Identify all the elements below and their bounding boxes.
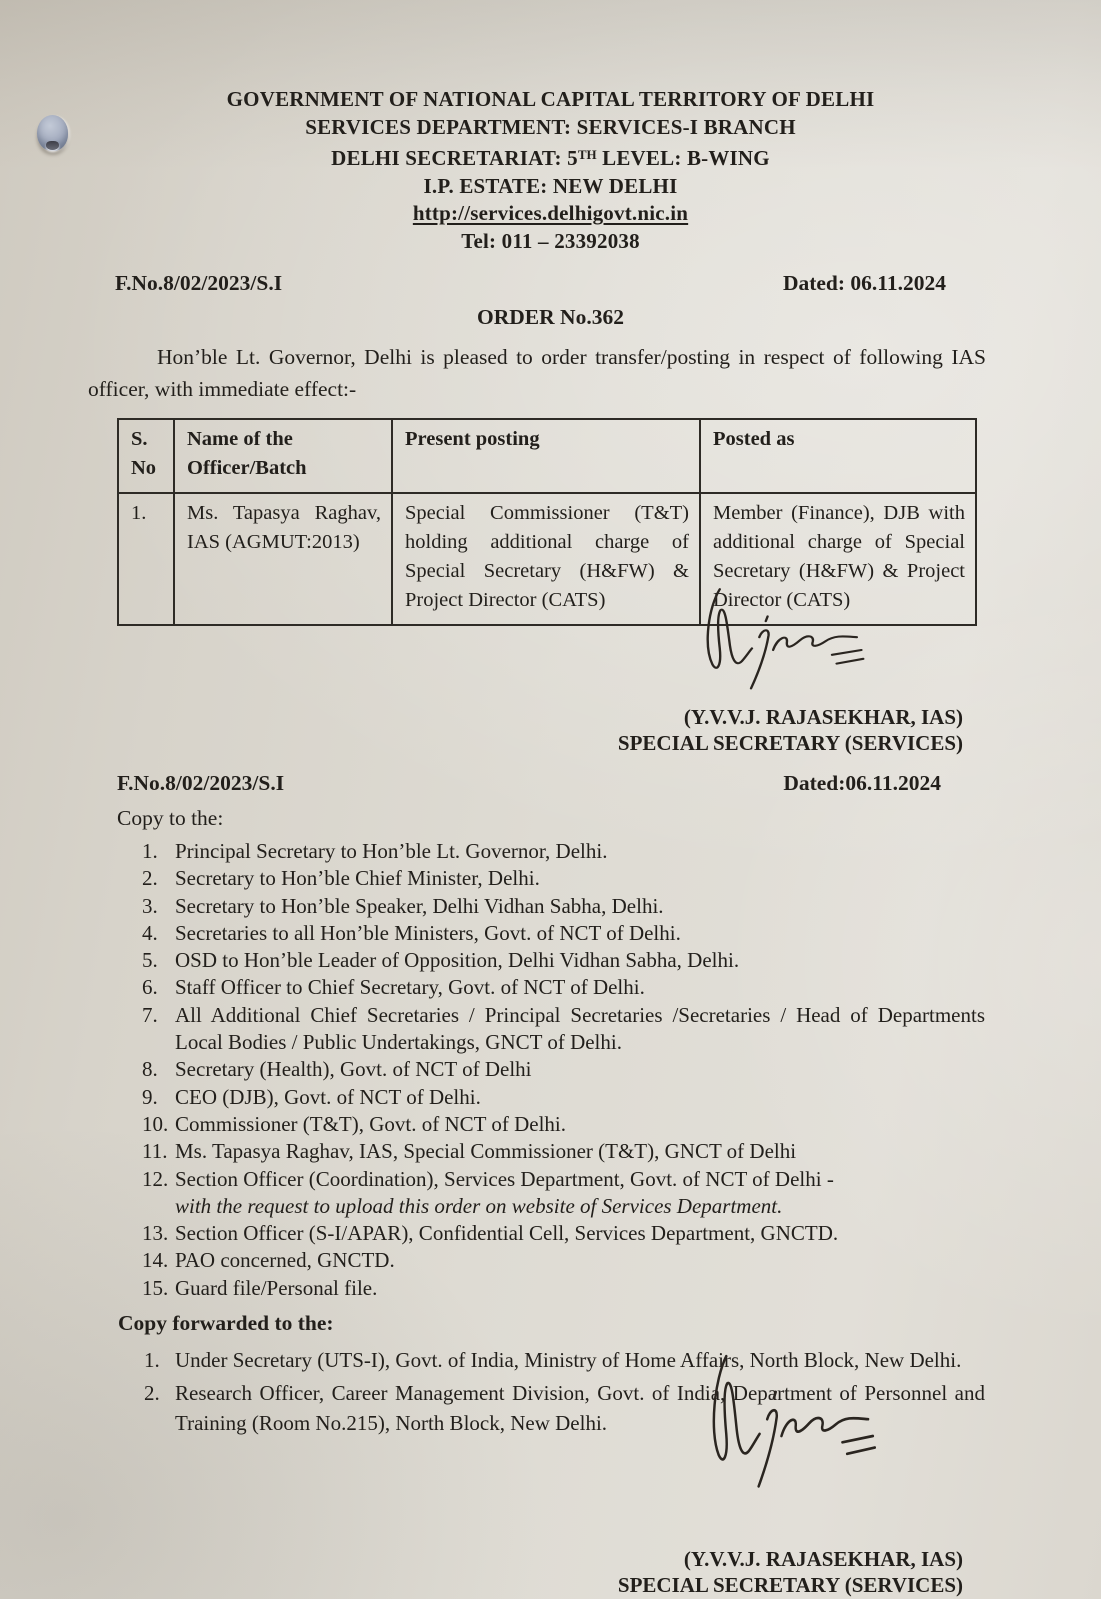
list-item-text: Staff Officer to Chief Secretary, Govt. of NCT of Delhi. (175, 975, 645, 1000)
list-item (0, 1166, 1101, 1221)
list-item (0, 1111, 1101, 1138)
list-item-number: 12. (142, 1166, 169, 1191)
order-number-title: ORDER No.362 (477, 305, 624, 329)
list-item-number: 7. (142, 1002, 158, 1027)
list-item (0, 1378, 1101, 1438)
signatory-title: SPECIAL SECRETARY (SERVICES) (617, 731, 963, 755)
reference-row-bottom (117, 770, 941, 796)
list-item-text: Secretary (Health), Govt. of NCT of Delhi (175, 1057, 532, 1082)
cell-present-posting: Special Commissioner (T&T) holding additional charge of Special Secretary (H&FW) & Project Director (CATS) (392, 493, 700, 625)
list-item-text: PAO concerned, GNCTD. (175, 1248, 395, 1273)
list-item (0, 1138, 1101, 1165)
list-item-number: 2. (144, 1381, 160, 1406)
list-item-number: 2. (142, 866, 158, 891)
header-officer-name: Name of the Officer/Batch (174, 419, 392, 493)
list-item-number: 6. (142, 975, 158, 1000)
signature-block-1 (0, 704, 1101, 756)
list-item (0, 893, 1101, 920)
list-item-text: Under Secretary (UTS-I), Govt. of India, Ministry of Home Affairs, North Block, New Delhi. (175, 1348, 962, 1373)
file-number: F.No.8/02/2023/S.I (115, 271, 283, 295)
list-item-number: 8. (142, 1057, 158, 1082)
list-item (0, 865, 1101, 892)
list-item-text: Secretaries to all Hon’ble Ministers, Govt. of NCT of Delhi. (175, 920, 681, 945)
list-item-text: Principal Secretary to Hon’ble Lt. Governor, Delhi. (175, 839, 608, 863)
date-label: Dated: 06.11.2024 (782, 271, 946, 295)
punch-hole (37, 115, 68, 151)
list-item-text: All Additional Chief Secretaries / Principal Secretaries /Secretaries / Head of Departments Local Bodies / Public Undertakings, GNCT of Delhi. (175, 1002, 985, 1055)
list-item-number: 11. (142, 1139, 168, 1164)
table-header-row (118, 419, 976, 493)
signature-block-2 (0, 1546, 1101, 1598)
list-item (0, 1345, 1101, 1375)
list-item-number: 5. (142, 948, 158, 973)
list-item (0, 920, 1101, 947)
list-item (0, 838, 1101, 865)
list-item-text: OSD to Hon’ble Leader of Opposition, Delhi Vidhan Sabha, Delhi. (175, 948, 740, 973)
list-item-text: Secretary to Hon’ble Chief Minister, Delhi. (175, 866, 540, 891)
copy-to-list (0, 838, 1101, 1302)
signatory-name: (Y.V.V.J. RAJASEKHAR, IAS) (683, 1547, 963, 1572)
cell-posted-as: Member (Finance), DJB with additional charge of Special Secretary (H&FW) & Project Director (CATS) (700, 493, 976, 625)
table-row (118, 493, 976, 625)
reference-row-top (115, 270, 946, 296)
list-item (0, 1247, 1101, 1274)
list-item-text: Section Officer (S-I/APAR), Confidential Cell, Services Department, GNCTD. (175, 1221, 839, 1246)
list-item-text: Research Officer, Career Management Division, Govt. of India, Department of Personnel and Training (Room No.215), North Block, New Delhi. (175, 1381, 985, 1436)
header-serial-no: S. No (118, 419, 174, 493)
signatory-name: (Y.V.V.J. RAJASEKHAR, IAS) (683, 705, 963, 729)
list-item (0, 1056, 1101, 1083)
list-item (0, 1220, 1101, 1247)
list-item-number: 9. (142, 1084, 158, 1109)
list-item (0, 1084, 1101, 1111)
list-item-number: 10. (142, 1111, 169, 1136)
posting-table (117, 418, 977, 626)
cell-officer-name: Ms. Tapasya Raghav, IAS (AGMUT:2013) (174, 493, 392, 625)
list-item-text: CEO (DJB), Govt. of NCT of Delhi. (175, 1084, 481, 1109)
list-item-text: Commissioner (T&T), Govt. of NCT of Delhi. (175, 1111, 566, 1136)
list-item-number: 1. (142, 839, 158, 863)
list-item-text: Ms. Tapasya Raghav, IAS, Special Commissioner (T&T), GNCT of Delhi (175, 1139, 797, 1164)
body-paragraph: Hon’ble Lt. Governor, Delhi is pleased to order transfer/posting in respect of following IAS officer, with immediate effect:- (88, 345, 986, 401)
letterhead-line-department: SERVICES DEPARTMENT: SERVICES-I BRANCH (305, 114, 796, 139)
website-url: http://services.delhigovt.nic.in (412, 201, 689, 225)
list-item-text: Guard file/Personal file. (175, 1275, 378, 1300)
list-item (0, 1275, 1101, 1302)
list-item (0, 947, 1101, 974)
date-label: Dated:06.11.2024 (783, 771, 941, 795)
list-item (0, 974, 1101, 1001)
letterhead (0, 0, 1101, 255)
letterhead-line-government: GOVERNMENT OF NATIONAL CAPITAL TERRITORY OF DELHI (226, 87, 875, 111)
list-item-number: 15. (142, 1275, 169, 1300)
signatory-title: SPECIAL SECRETARY (SERVICES) (617, 1573, 963, 1598)
header-posted-as: Posted as (700, 419, 976, 493)
list-item-text: Section Officer (Coordination), Services Department, Govt. of NCT of Delhi - (175, 1166, 834, 1191)
telephone-number: Tel: 011 – 23392038 (461, 228, 640, 253)
copy-to-heading: Copy to the: (117, 806, 224, 830)
list-item-number: 4. (142, 920, 158, 945)
file-number: F.No.8/02/2023/S.I (117, 771, 285, 795)
list-item-number: 3. (142, 893, 158, 918)
copy-forwarded-list (0, 1345, 1101, 1438)
list-item-text: Secretary to Hon’ble Speaker, Delhi Vidhan Sabha, Delhi. (175, 893, 664, 918)
header-present-posting: Present posting (392, 419, 700, 493)
copy-forwarded-heading: Copy forwarded to the: (118, 1311, 334, 1336)
letterhead-line-secretariat: DELHI SECRETARIAT: 5TH LEVEL: B-WING (331, 146, 770, 170)
cell-serial: 1. (118, 493, 174, 625)
list-item-italic-note: with the request to upload this order on website of Services Department. (175, 1193, 783, 1218)
list-item-number: 13. (142, 1221, 169, 1246)
list-item-number: 1. (144, 1348, 160, 1373)
letterhead-line-estate: I.P. ESTATE: NEW DELHI (423, 173, 678, 198)
list-item-number: 14. (142, 1248, 169, 1273)
list-item (0, 1002, 1101, 1057)
